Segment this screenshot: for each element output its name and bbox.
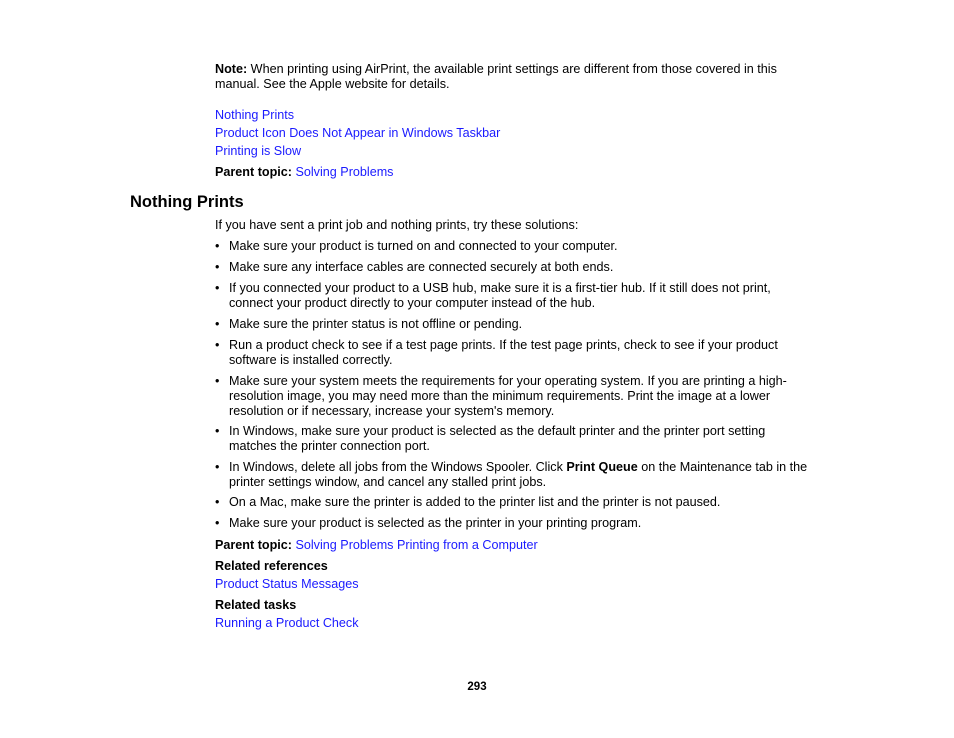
bullet-marker: • — [215, 281, 220, 295]
related-tasks-label: Related tasks — [215, 598, 297, 612]
bullet-marker: • — [215, 495, 220, 509]
parent-topic-row — [215, 538, 538, 553]
parent-topic-label: Parent topic: — [215, 165, 292, 179]
bullet-marker: • — [215, 424, 220, 438]
link-printing-is-slow[interactable]: Printing is Slow — [215, 144, 302, 158]
related-tasks-item — [215, 616, 359, 631]
link-nothing-prints[interactable]: Nothing Prints — [215, 108, 295, 122]
list-item-text: If you connected your product to a USB hub, make sure it is a first-tier hub. If it still does not print, connect your product directly to your computer instead of the hub. — [229, 281, 771, 310]
bullet-marker: • — [215, 460, 220, 474]
note-paragraph — [215, 62, 815, 92]
parent-topic-label: Parent topic: — [215, 538, 292, 552]
note-text: When printing using AirPrint, the available print settings are different from those covered in this manual. See the Apple website for details. — [215, 62, 777, 91]
bullet-marker: • — [215, 338, 220, 352]
related-references-item — [215, 577, 359, 592]
note-label: Note: — [215, 62, 248, 76]
list-item-text: Make sure your system meets the requirements for your operating system. If you are printing a high-resolution image, you may need more than the minimum requirements. Print the image at a lower resolution or if necessary, increase your system's memory. — [229, 374, 787, 418]
parent-topic-row — [215, 165, 393, 180]
list-item-text: Make sure your product is selected as the printer in your printing program. — [229, 516, 642, 530]
related-references-heading — [215, 559, 328, 574]
page-number: 293 — [467, 681, 487, 693]
bullet-marker: • — [215, 239, 220, 253]
bullet-marker: • — [215, 317, 220, 331]
list-item-text: Make sure your product is turned on and connected to your computer. — [229, 239, 618, 253]
list-item-text-pre: In Windows, delete all jobs from the Windows Spooler. Click — [229, 460, 567, 474]
section-heading-wrap — [130, 192, 244, 212]
bullet-marker: • — [215, 516, 220, 530]
related-tasks-heading — [215, 598, 296, 613]
list-item-text: Run a product check to see if a test page prints. If the test page prints, check to see if your product software is installed correctly. — [229, 338, 778, 367]
top-link-item — [215, 126, 500, 141]
list-item-text: Make sure any interface cables are connected securely at both ends. — [229, 260, 614, 274]
top-link-item — [215, 108, 294, 123]
link-product-icon-taskbar[interactable]: Product Icon Does Not Appear in Windows Taskbar — [215, 126, 501, 140]
list-item-text: In Windows, make sure your product is selected as the default printer and the printer port setting matches the printer connection port. — [229, 424, 766, 453]
section-intro: If you have sent a print job and nothing prints, try these solutions: — [215, 218, 579, 232]
bullet-marker: • — [215, 374, 220, 388]
bullet-marker: • — [215, 260, 220, 274]
related-references-label: Related references — [215, 559, 328, 573]
list-item-text: Make sure the printer status is not offline or pending. — [229, 317, 523, 331]
link-running-product-check[interactable]: Running a Product Check — [215, 616, 359, 630]
print-queue-label: Print Queue — [566, 460, 638, 474]
list-item-text: On a Mac, make sure the printer is added to the printer list and the printer is not paused. — [229, 495, 721, 509]
link-product-status-messages[interactable]: Product Status Messages — [215, 577, 359, 591]
link-solving-problems[interactable]: Solving Problems — [295, 165, 394, 179]
list-item-text-post: on the Maintenance tab in the printer settings window, and cancel any stalled print jobs. — [229, 460, 808, 489]
section-title: Nothing Prints — [130, 193, 244, 211]
top-link-item — [215, 144, 301, 159]
list-item-text — [229, 460, 815, 490]
link-solving-problems-printing[interactable]: Solving Problems Printing from a Computer — [295, 538, 538, 552]
